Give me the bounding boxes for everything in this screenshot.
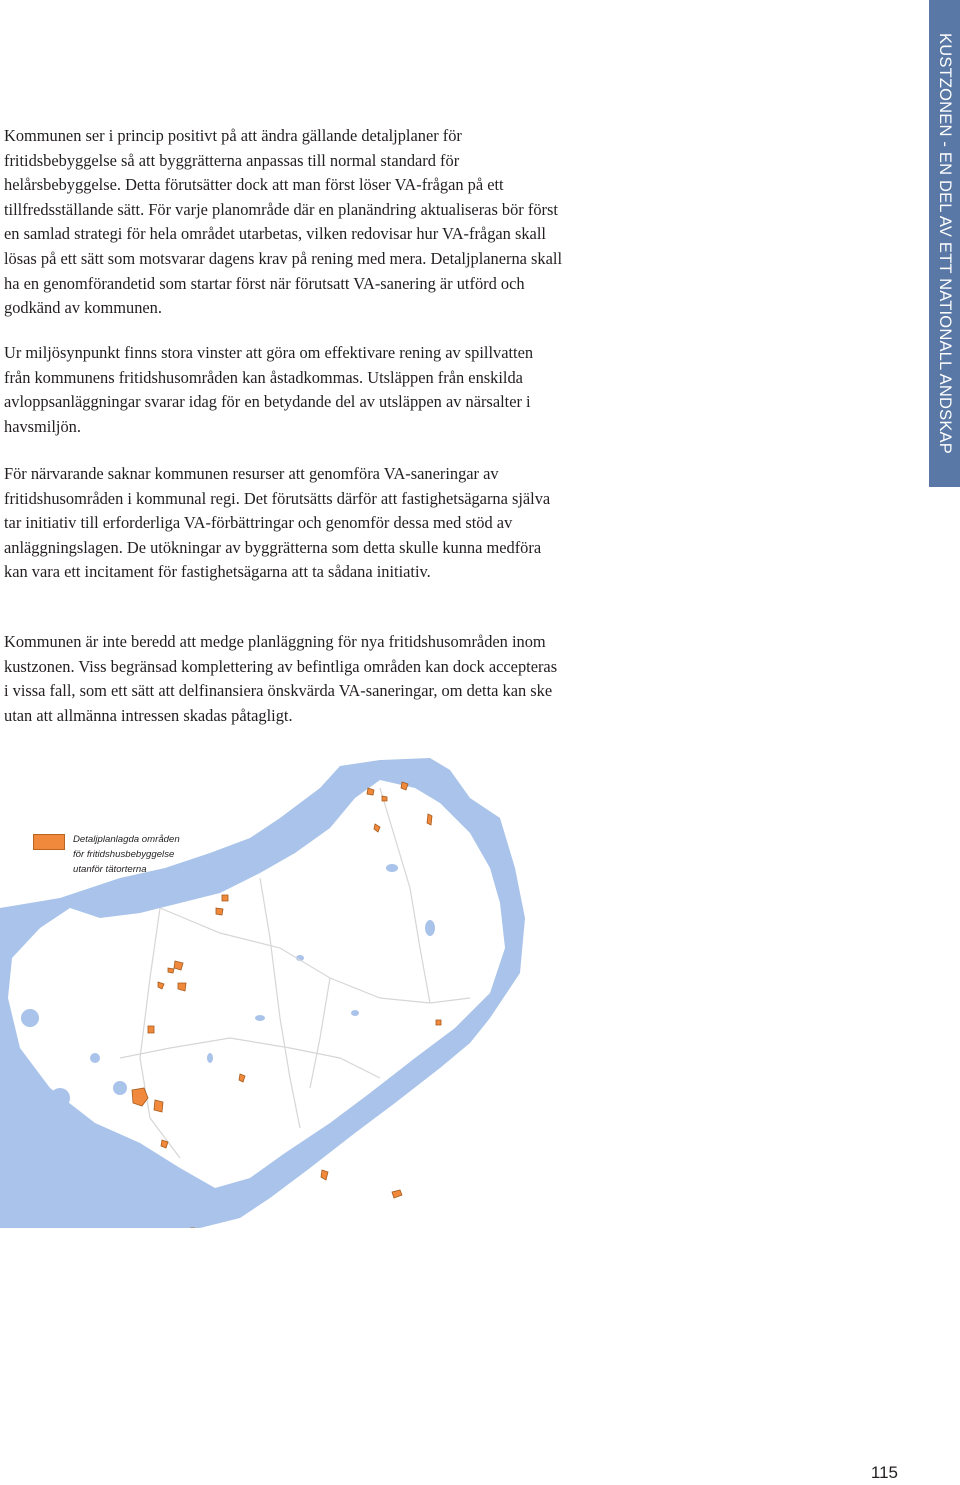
map-graphic xyxy=(0,758,560,1228)
municipality-map xyxy=(0,758,560,1228)
side-tab-title: KUSTZONEN - EN DEL AV ETT NATIONALL ANDSKAP xyxy=(936,33,954,454)
legend-swatch xyxy=(33,834,65,850)
legend-label: Detaljplanlagda områden för fritidshusbebyggelse utanför tätorterna xyxy=(73,834,180,875)
paragraph-2: Ur miljösynpunkt finns stora vinster att göra om effektivare rening av spillvatten från kommunens fritidshusområden kan åstadkommas. Utsläppen från enskilda avloppsanläggningar svarar idag för en betydande del av utsläppen av närsalter i havsmiljön. xyxy=(4,343,534,436)
page-number: 115 xyxy=(870,1463,898,1482)
paragraph-3: För närvarande saknar kommunen resurser att genomföra VA-saneringar av fritidshusområden i kommunal regi. Det förutsätts därför att fastighetsägarna själva tar initiativ till erforderliga VA-förbättringar och genomför dessa med stöd av anläggningslagen. De utökningar av byggrätterna som detta skulle kunna medföra kan vara ett incitament för fastighetsägarna att ta sådana initiativ. xyxy=(4,464,551,582)
paragraph-1: Kommunen ser i princip positivt på att ändra gällande detaljplaner för fritidsbebyggelse så att byggrätterna anpassas till normal standard för helårsbebyggelse. Detta förutsätter dock att man först löser VA-frågan på ett tillfredsställande sätt. För varje planområde där en planändring aktualiseras bör först en samlad strategi för hela området utarbetas, vilken redovisar hur VA-frågan skall lösas på ett sätt som motsvarar dagens krav på rening med mera. Detaljplanerna skall ha en genomförandetid som startar först när förutsatt VA-sanering är utförd och godkänd av kommunen. xyxy=(4,126,563,318)
side-tab xyxy=(929,0,960,487)
sea-area xyxy=(0,758,525,1228)
paragraph-4: Kommunen är inte beredd att medge planläggning för nya fritidshusområden inom kustzonen. Viss begränsad komplettering av befintliga områden kan dock accepteras i vissa fall, som ett sätt att delfinansiera önskvärda VA-saneringar, om detta kan ske utan att allmänna intressen skadas påtagligt. xyxy=(4,632,558,725)
